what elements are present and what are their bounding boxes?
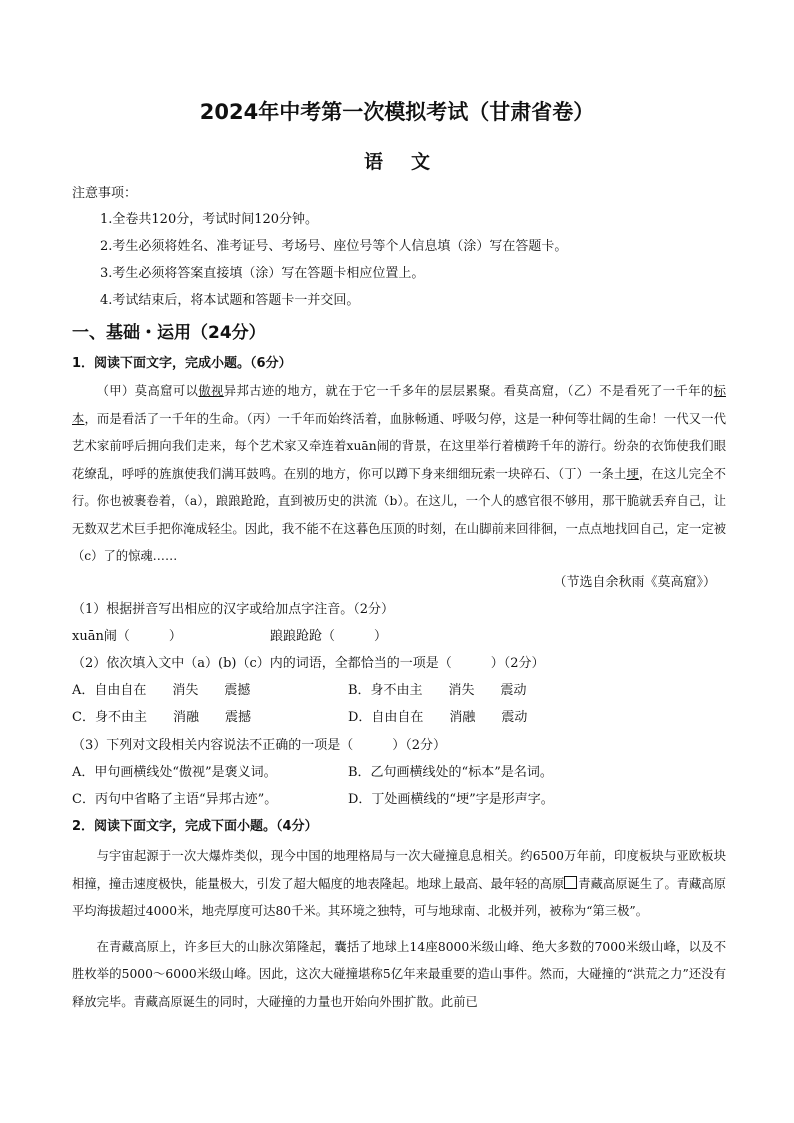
paragraph xyxy=(72,934,726,1017)
answer-blank-liangqiang: 踉踉跄跄（ ） xyxy=(270,629,388,644)
passage-text: 异邦古迹的地方，就在于它一千多年的层层累聚。看莫高窟，（乙）不是看死了一千年的 xyxy=(223,384,714,398)
passage-text: ，在这儿完全不行。你也被裹卷着，（a），踉踉跄跄，直到被历史的洪流（b）。在这儿，一个人的感官很不够用，那干脆就丢弃自己，让无数双艺术巨手把你淹成轻尘。因此，我不能不在这暮色压顶的时刻，在山脚前来回徘徊，一点点地找回自己，定一定被（c）了的惊魂…… xyxy=(72,466,726,563)
option-d: D．自由自在 消融 震动 xyxy=(348,710,528,725)
question-1-heading: 1．阅读下面文字，完成小题。（6分） xyxy=(72,356,292,371)
paragraph xyxy=(72,843,726,926)
answer-blank-xuan: xuān闹（ ） xyxy=(72,629,182,644)
question-1-passage xyxy=(72,378,726,568)
option-c: C．身不由主 消融 震撼 xyxy=(72,710,251,725)
sub-question-3-stem: （3）下列对文段相关内容说法不正确的一项是（ ）（2分） xyxy=(72,738,447,753)
question-2-heading: 2．阅读下面文字，完成下面小题。（4分） xyxy=(72,819,318,834)
option-d: D．丁处画横线的“埂”字是形声字。 xyxy=(348,792,554,807)
note-item-3: 3.考生必须将答案直接填（涂）写在答题卡相应位置上。 xyxy=(100,266,425,281)
passage-source: （节选自余秋雨《莫高窟》） xyxy=(553,575,716,590)
note-item-1: 1.全卷共120分，考试时间120分钟。 xyxy=(100,212,319,227)
paragraph-text: 在青藏高原上，许多巨大的山脉次第隆起，囊括了地球上14座8000米级山峰、绝大多数的7000米级山峰，以及不胜枚举的5000～6000米级山峰。因此，这次大碰撞堪称5亿年来最重要的造山事件。然而，大碰撞的“洪荒之力”还没有释放完毕。青藏高原诞生的同时，大碰撞的力量也开始向外围扩散。此前已 xyxy=(72,939,726,1009)
option-c: C．丙句中省略了主语“异邦古迹”。 xyxy=(72,792,278,807)
sub-question-2-stem: （2）依次填入文中（a）(b)（c）内的词语，全都恰当的一项是（ ）（2分） xyxy=(72,656,545,671)
option-b: B．身不由主 消失 震动 xyxy=(348,683,527,698)
note-item-2: 2.考生必须将姓名、准考证号、考场号、座位号等个人信息填（涂）写在答题卡。 xyxy=(100,239,568,254)
note-item-4: 4.考试结束后，将本试题和答题卡一并交回。 xyxy=(100,293,360,308)
option-a: A．自由自在 消失 震撼 xyxy=(72,683,251,698)
underlined-word-biaoben: 标本 xyxy=(72,384,726,426)
underlined-word-aoshi: 傲视 xyxy=(198,384,224,398)
exam-title: 2024年中考第一次模拟考试（甘肃省卷） xyxy=(199,100,595,124)
checkbox-square-icon xyxy=(564,876,577,889)
question-2-passage xyxy=(72,843,726,1063)
paragraph-text: 与宇宙起源于一次大爆炸类似，现今中国的地理格局与一次大碰撞息息相关。约6500万年前，印度板块与亚欧板块相撞，撞击速度极快，能量极大，引发了超大幅度的地表隆起。地球上最高、最年轻的高原 xyxy=(72,849,726,891)
sub-question-1-stem: （1）根据拼音写出相应的汉字或给加点字注音。（2分） xyxy=(72,602,395,617)
underlined-word-geng: 埂 xyxy=(626,466,639,481)
passage-text: （甲）莫高窟可以 xyxy=(96,384,199,398)
paragraph-text: 青藏高原诞生了。青藏高原平均海拔超过4000米，地壳厚度可达80千米。其环境之独特，可与地球南、北极并列，被称为“第三极”。 xyxy=(72,876,726,918)
section-heading: 一、基础・运用（24分） xyxy=(72,323,266,343)
passage-text: ，而是看活了一千年的生命。（丙）一千年而始终活着，血脉畅通、呼吸匀停，这是一种何等壮阔的生命！一代又一代艺术家前呼后拥向我们走来，每个艺术家又牵连着xuān闹的背景，在这里举行着横跨千年的游行。纷杂的衣饰使我们眼花缭乱，呼呼的旌旗使我们满耳鼓鸣。在别的地方，你可以蹲下身来细细玩索一块碎石、（丁）一条土 xyxy=(72,411,726,481)
subject-title: 语文 xyxy=(363,151,458,173)
option-b: B．乙句画横线处的“标本”是名词。 xyxy=(348,765,553,780)
notes-heading: 注意事项： xyxy=(72,186,138,201)
option-a: A．甲句画横线处“傲视”是褒义词。 xyxy=(72,765,277,780)
